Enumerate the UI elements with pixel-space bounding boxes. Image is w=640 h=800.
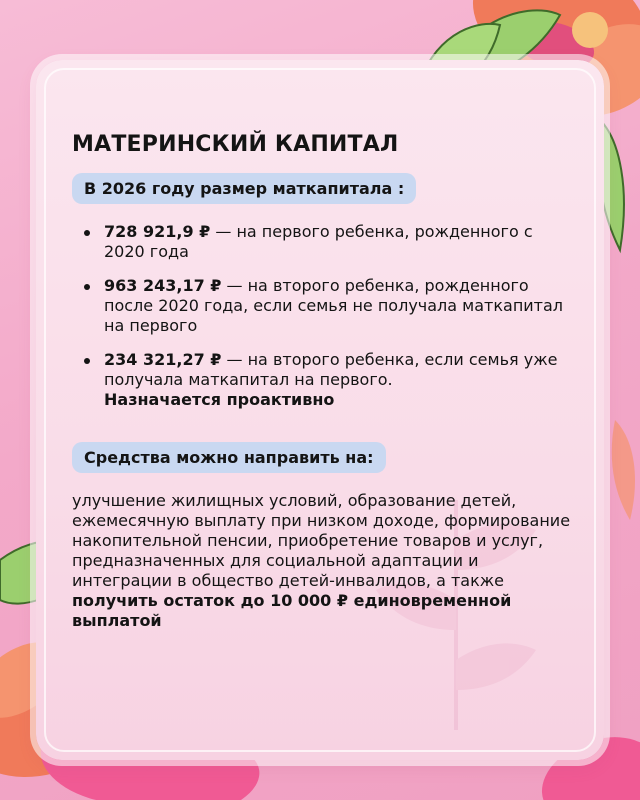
amount-value: 728 921,9 ₽: [104, 222, 211, 241]
size-heading-badge: В 2026 году размер маткапитала :: [72, 173, 416, 204]
use-description: [72, 491, 572, 631]
amount-description: — на второго ребенка, рожденного после 2020 года, если семья не получала маткапитал на первого: [104, 276, 564, 335]
card-content: [72, 132, 572, 647]
amount-description: — на первого ребенка, рожденного с 2020 года: [104, 222, 533, 261]
amount-list: [72, 222, 572, 410]
list-item: [78, 222, 572, 262]
amount-value: 963 243,17 ₽: [104, 276, 222, 295]
amount-value: 234 321,27 ₽: [104, 350, 222, 369]
page-title: МАТЕРИНСКИЙ КАПИТАЛ: [72, 132, 399, 157]
use-heading-badge: Средства можно направить на:: [72, 442, 386, 473]
amount-description: — на второго ребенка, если семья уже получала маткапитал на первого.: [104, 350, 558, 389]
info-card: [36, 60, 604, 760]
proactive-note: Назначается проактивно: [104, 390, 335, 409]
leaf-right-middle-icon: [612, 420, 635, 520]
use-bold-text: получить остаток до 10 000 ₽ единовременной выплатой: [72, 591, 512, 630]
list-item: [78, 276, 572, 336]
use-text: улучшение жилищных условий, образование детей, ежемесячную выплату при низком доходе, формирование накопительной пенсии, приобретение товаров и услуг, предназначенных для социальной адаптации и интеграции в общество детей-инвалидов, а также: [72, 491, 571, 590]
list-item: [78, 350, 572, 410]
